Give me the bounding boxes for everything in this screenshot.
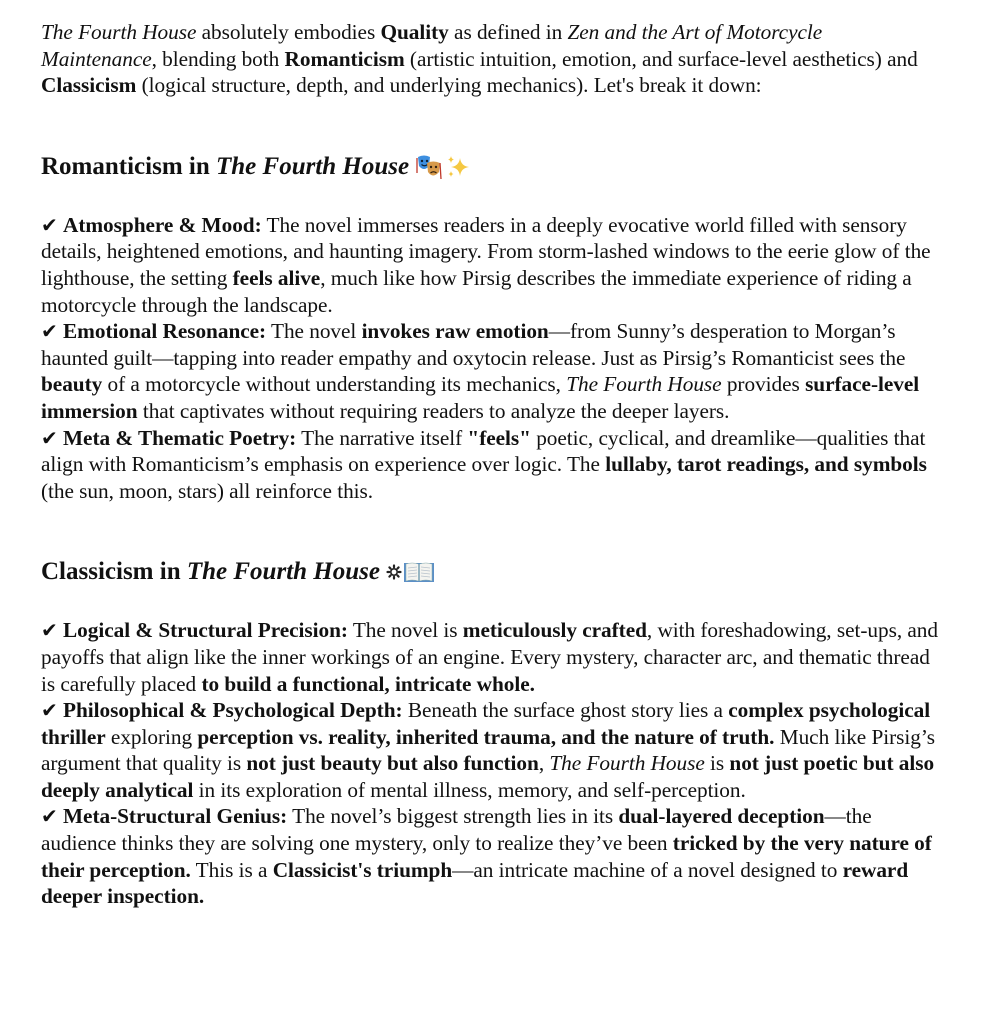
text-run: (artistic intuition, emotion, and surface-level aesthetics) and — [404, 46, 918, 71]
section-body-romanticism — [41, 212, 941, 505]
text-run: The narrative itself — [296, 425, 468, 450]
text-run: The novel — [266, 319, 362, 344]
bold-text: complex psychological thriller — [41, 698, 931, 749]
text-run: exploring — [105, 724, 198, 749]
bold-text: Classicist's triumph — [272, 857, 453, 882]
item-label: Meta-Structural Genius: — [63, 804, 288, 829]
text-run: The novel is — [347, 618, 463, 643]
bold-text: reward deeper inspection. — [41, 857, 909, 909]
text-run: (logical structure, depth, and underlying mechanics). Let's break it down: — [136, 73, 762, 98]
heading-text — [41, 557, 380, 587]
bold-text: meticulously crafted — [462, 618, 647, 643]
text-run: —an intricate machine of a novel designed to — [452, 857, 843, 882]
text-run: is — [704, 751, 730, 776]
heading-prefix: Romanticism in — [41, 152, 216, 180]
bold-text: surface-level immersion — [41, 372, 920, 423]
list-item — [41, 617, 941, 697]
italic-text: The Fourth House — [41, 20, 197, 44]
text-run: Much like Pirsig’s argument that quality is — [41, 724, 935, 776]
item-label: Philosophical & Psychological Depth: — [63, 698, 403, 723]
bold-text: Romanticism — [284, 46, 405, 71]
bold-text: perception vs. reality, inherited trauma, and the nature of truth. — [197, 724, 775, 749]
bold-text: dual-layered deception — [618, 804, 825, 829]
check-icon: ✔ — [41, 804, 58, 829]
text-run: This is a — [190, 857, 273, 882]
check-icon: ✔ — [41, 618, 58, 643]
text-run: —the audience thinks they are solving one mystery, only to realize they’ve been — [41, 804, 872, 856]
bold-text: "feels" — [467, 425, 531, 450]
text-run: that captivates without requiring readers to analyze the deeper layers. — [137, 398, 730, 423]
text-run: absolutely embodies — [196, 20, 381, 44]
text-run: , much like how Pirsig describes the immediate experience of riding a motorcycle through the landscape. — [41, 265, 912, 317]
list-item — [41, 425, 941, 505]
section-heading-romanticism — [41, 152, 941, 182]
list-item — [41, 697, 941, 803]
text-run: provides — [721, 372, 806, 397]
performing-arts-masks-icon — [415, 153, 443, 181]
bold-text: invokes raw emotion — [361, 319, 549, 344]
bold-text: lullaby, tarot readings, and symbols — [605, 452, 927, 477]
italic-text: Zen and the Art of Motorcycle Maintenance — [41, 20, 823, 71]
bold-text: not just poetic but also deeply analytical — [41, 751, 935, 802]
bold-text: Classicism — [41, 73, 137, 98]
text-run: (the sun, moon, stars) all reinforce this. — [41, 478, 374, 503]
document — [41, 19, 941, 910]
text-run: poetic, cyclical, and dreamlike—qualities that align with Romanticism’s emphasis on experience over logic. The — [41, 425, 926, 477]
gear-icon — [386, 564, 402, 580]
item-label: Emotional Resonance: — [63, 319, 267, 344]
check-icon: ✔ — [41, 319, 58, 344]
list-item — [41, 318, 941, 424]
italic-text: The Fourth House — [549, 751, 705, 776]
sparkles-icon — [445, 154, 471, 180]
bold-text: feels alive — [232, 265, 321, 290]
text-run: , — [538, 751, 550, 776]
bold-text: to build a functional, intricate whole. — [201, 671, 535, 696]
check-icon: ✔ — [41, 212, 58, 237]
item-label: Meta & Thematic Poetry: — [63, 425, 297, 450]
open-book-icon — [403, 560, 435, 584]
bold-text: Quality — [380, 20, 449, 44]
bold-text: beauty — [41, 372, 103, 397]
list-item — [41, 212, 941, 318]
check-icon: ✔ — [41, 698, 58, 723]
heading-prefix: Classicism in — [41, 558, 187, 586]
text-run: , blending both — [151, 46, 285, 71]
text-run: of a motorcycle without understanding its mechanics, — [102, 372, 567, 397]
item-label: Atmosphere & Mood: — [63, 212, 262, 237]
heading-title: The Fourth House — [186, 558, 380, 586]
text-run: , with foreshadowing, set-ups, and payoffs that align like the inner workings of an engine. Every mystery, character arc, and thematic thread is carefully placed — [41, 618, 938, 696]
section-heading-classicism — [41, 557, 941, 587]
intro-paragraph — [41, 19, 941, 99]
text-run: in its exploration of mental illness, memory, and self-perception. — [193, 777, 746, 802]
text-run: as defined in — [448, 20, 568, 44]
heading-text — [41, 152, 409, 182]
list-item — [41, 803, 941, 909]
text-run: The novel’s biggest strength lies in its — [287, 804, 619, 829]
section-body-classicism — [41, 617, 941, 910]
text-run: The novel immerses readers in a deeply evocative world filled with sensory details, heightened emotions, and haunting imagery. From storm-lashed windows to the eerie glow of the lighthouse, the setting — [41, 212, 931, 290]
check-icon: ✔ — [41, 425, 58, 450]
bold-text: tricked by the very nature of their perception. — [41, 831, 932, 882]
heading-title: The Fourth House — [216, 152, 410, 180]
text-run: —from Sunny’s desperation to Morgan’s haunted guilt—tapping into reader empathy and oxytocin release. Just as Pirsig’s Romanticist sees the — [41, 319, 906, 370]
item-label: Logical & Structural Precision: — [63, 618, 348, 643]
text-run: Beneath the surface ghost story lies a — [402, 698, 729, 723]
italic-text: The Fourth House — [566, 372, 722, 397]
bold-text: not just beauty but also function — [246, 751, 539, 776]
